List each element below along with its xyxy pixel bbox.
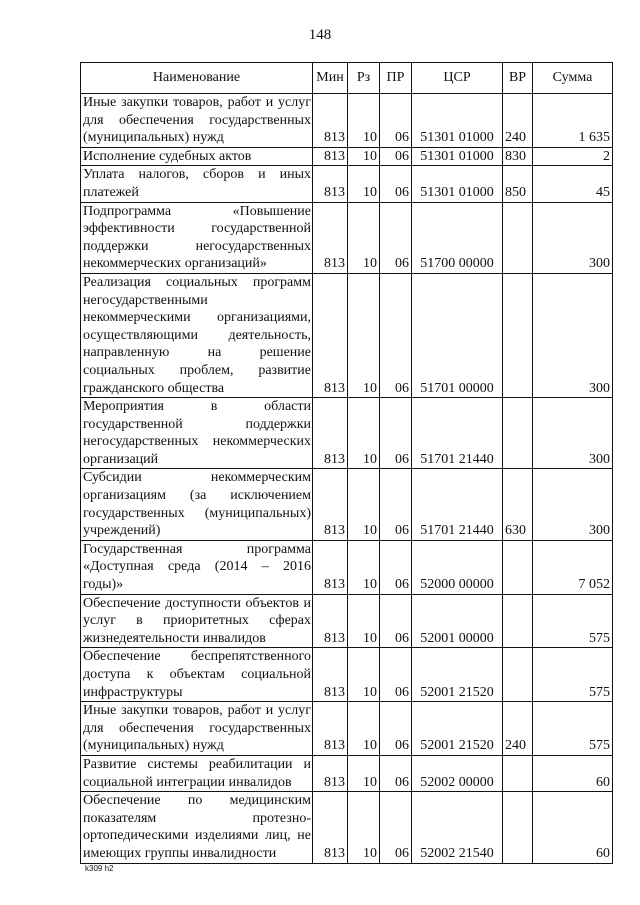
cell-sum: 575 bbox=[533, 648, 613, 702]
cell-vr bbox=[503, 273, 533, 397]
cell-pr: 06 bbox=[380, 147, 412, 166]
cell-csr: 52001 00000 bbox=[412, 594, 503, 648]
cell-rz: 10 bbox=[348, 94, 380, 148]
cell-pr: 06 bbox=[380, 702, 412, 756]
cell-pr: 06 bbox=[380, 273, 412, 397]
cell-name: Мероприятия в области государственной поддержки негосударственных некоммерческих организаций bbox=[81, 398, 313, 469]
cell-csr: 51701 00000 bbox=[412, 273, 503, 397]
header-pr: ПР bbox=[380, 63, 412, 94]
cell-csr: 51701 21440 bbox=[412, 469, 503, 540]
cell-pr: 06 bbox=[380, 202, 412, 273]
cell-csr: 52002 00000 bbox=[412, 755, 503, 791]
cell-name: Реализация социальных программ негосударственными некоммерческими организациями, осуществляющими деятельность, направленную на решение социальных проблем, развитие гражданского общества bbox=[81, 273, 313, 397]
cell-sum: 300 bbox=[533, 398, 613, 469]
cell-vr: 630 bbox=[503, 469, 533, 540]
header-min: Мин bbox=[313, 63, 348, 94]
cell-vr bbox=[503, 648, 533, 702]
table-header-row bbox=[81, 63, 613, 94]
cell-name: Уплата налогов, сборов и иных платежей bbox=[81, 166, 313, 202]
cell-csr: 51700 00000 bbox=[412, 202, 503, 273]
table-row bbox=[81, 594, 613, 648]
cell-min: 813 bbox=[313, 273, 348, 397]
cell-min: 813 bbox=[313, 594, 348, 648]
cell-sum: 300 bbox=[533, 273, 613, 397]
cell-pr: 06 bbox=[380, 792, 412, 863]
cell-min: 813 bbox=[313, 540, 348, 594]
cell-pr: 06 bbox=[380, 94, 412, 148]
page-number: 148 bbox=[308, 27, 332, 43]
cell-pr: 06 bbox=[380, 755, 412, 791]
cell-pr: 06 bbox=[380, 540, 412, 594]
cell-name: Подпрограмма «Повышение эффективности государственной поддержки негосударственных некоммерческих организаций» bbox=[81, 202, 313, 273]
cell-vr bbox=[503, 202, 533, 273]
cell-csr: 52000 00000 bbox=[412, 540, 503, 594]
cell-min: 813 bbox=[313, 702, 348, 756]
cell-rz: 10 bbox=[348, 702, 380, 756]
cell-sum: 2 bbox=[533, 147, 613, 166]
cell-sum: 1 635 bbox=[533, 94, 613, 148]
table-row bbox=[81, 273, 613, 397]
table-row bbox=[81, 540, 613, 594]
cell-name: Развитие системы реабилитации и социальной интеграции инвалидов bbox=[81, 755, 313, 791]
cell-csr: 51301 01000 bbox=[412, 147, 503, 166]
cell-rz: 10 bbox=[348, 540, 380, 594]
cell-vr bbox=[503, 540, 533, 594]
cell-name: Субсидии некоммерческим организациям (за исключением государственных (муниципальных) учреждений) bbox=[81, 469, 313, 540]
header-name: Наименование bbox=[81, 63, 313, 94]
cell-rz: 10 bbox=[348, 469, 380, 540]
cell-pr: 06 bbox=[380, 166, 412, 202]
table-row bbox=[81, 94, 613, 148]
cell-vr: 240 bbox=[503, 94, 533, 148]
cell-sum: 300 bbox=[533, 202, 613, 273]
cell-min: 813 bbox=[313, 398, 348, 469]
cell-name: Обеспечение беспрепятственного доступа к объектам социальной инфраструктуры bbox=[81, 648, 313, 702]
cell-min: 813 bbox=[313, 755, 348, 791]
cell-rz: 10 bbox=[348, 273, 380, 397]
table-row bbox=[81, 166, 613, 202]
cell-min: 813 bbox=[313, 166, 348, 202]
header-csr: ЦСР bbox=[412, 63, 503, 94]
cell-min: 813 bbox=[313, 147, 348, 166]
cell-csr: 51701 21440 bbox=[412, 398, 503, 469]
header-rz: Рз bbox=[348, 63, 380, 94]
cell-rz: 10 bbox=[348, 594, 380, 648]
cell-sum: 7 052 bbox=[533, 540, 613, 594]
cell-sum: 575 bbox=[533, 702, 613, 756]
cell-rz: 10 bbox=[348, 755, 380, 791]
cell-min: 813 bbox=[313, 792, 348, 863]
cell-name: Обеспечение по медицинским показателям протезно-ортопедическими изделиями лиц, не имеющих группы инвалидности bbox=[81, 792, 313, 863]
cell-rz: 10 bbox=[348, 398, 380, 469]
cell-csr: 52001 21520 bbox=[412, 648, 503, 702]
cell-csr: 51301 01000 bbox=[412, 166, 503, 202]
cell-sum: 60 bbox=[533, 792, 613, 863]
cell-name: Иные закупки товаров, работ и услуг для обеспечения государственных (муниципальных) нужд bbox=[81, 702, 313, 756]
header-sum: Сумма bbox=[533, 63, 613, 94]
cell-vr: 830 bbox=[503, 147, 533, 166]
cell-rz: 10 bbox=[348, 648, 380, 702]
cell-rz: 10 bbox=[348, 792, 380, 863]
cell-min: 813 bbox=[313, 202, 348, 273]
cell-csr: 51301 01000 bbox=[412, 94, 503, 148]
cell-vr bbox=[503, 398, 533, 469]
cell-vr: 240 bbox=[503, 702, 533, 756]
cell-sum: 60 bbox=[533, 755, 613, 791]
header-vr: ВР bbox=[503, 63, 533, 94]
cell-rz: 10 bbox=[348, 147, 380, 166]
cell-rz: 10 bbox=[348, 166, 380, 202]
table-row bbox=[81, 398, 613, 469]
cell-name: Обеспечение доступности объектов и услуг в приоритетных сферах жизнедеятельности инвалидов bbox=[81, 594, 313, 648]
cell-sum: 575 bbox=[533, 594, 613, 648]
cell-pr: 06 bbox=[380, 398, 412, 469]
table-row bbox=[81, 202, 613, 273]
budget-table bbox=[80, 62, 613, 864]
cell-pr: 06 bbox=[380, 594, 412, 648]
cell-pr: 06 bbox=[380, 469, 412, 540]
cell-sum: 300 bbox=[533, 469, 613, 540]
table-row bbox=[81, 755, 613, 791]
cell-pr: 06 bbox=[380, 648, 412, 702]
cell-vr bbox=[503, 792, 533, 863]
cell-vr bbox=[503, 594, 533, 648]
cell-min: 813 bbox=[313, 94, 348, 148]
cell-name: Исполнение судебных актов bbox=[81, 147, 313, 166]
cell-csr: 52001 21520 bbox=[412, 702, 503, 756]
table-row bbox=[81, 648, 613, 702]
cell-sum: 45 bbox=[533, 166, 613, 202]
table-row bbox=[81, 469, 613, 540]
cell-vr bbox=[503, 755, 533, 791]
cell-csr: 52002 21540 bbox=[412, 792, 503, 863]
cell-vr: 850 bbox=[503, 166, 533, 202]
cell-rz: 10 bbox=[348, 202, 380, 273]
table-row bbox=[81, 792, 613, 863]
footer-code: k309 h2 bbox=[85, 864, 114, 873]
table-row bbox=[81, 702, 613, 756]
cell-name: Иные закупки товаров, работ и услуг для обеспечения государственных (муниципальных) нужд bbox=[81, 94, 313, 148]
table-row bbox=[81, 147, 613, 166]
cell-min: 813 bbox=[313, 469, 348, 540]
cell-min: 813 bbox=[313, 648, 348, 702]
cell-name: Государственная программа «Доступная среда (2014 – 2016 годы)» bbox=[81, 540, 313, 594]
